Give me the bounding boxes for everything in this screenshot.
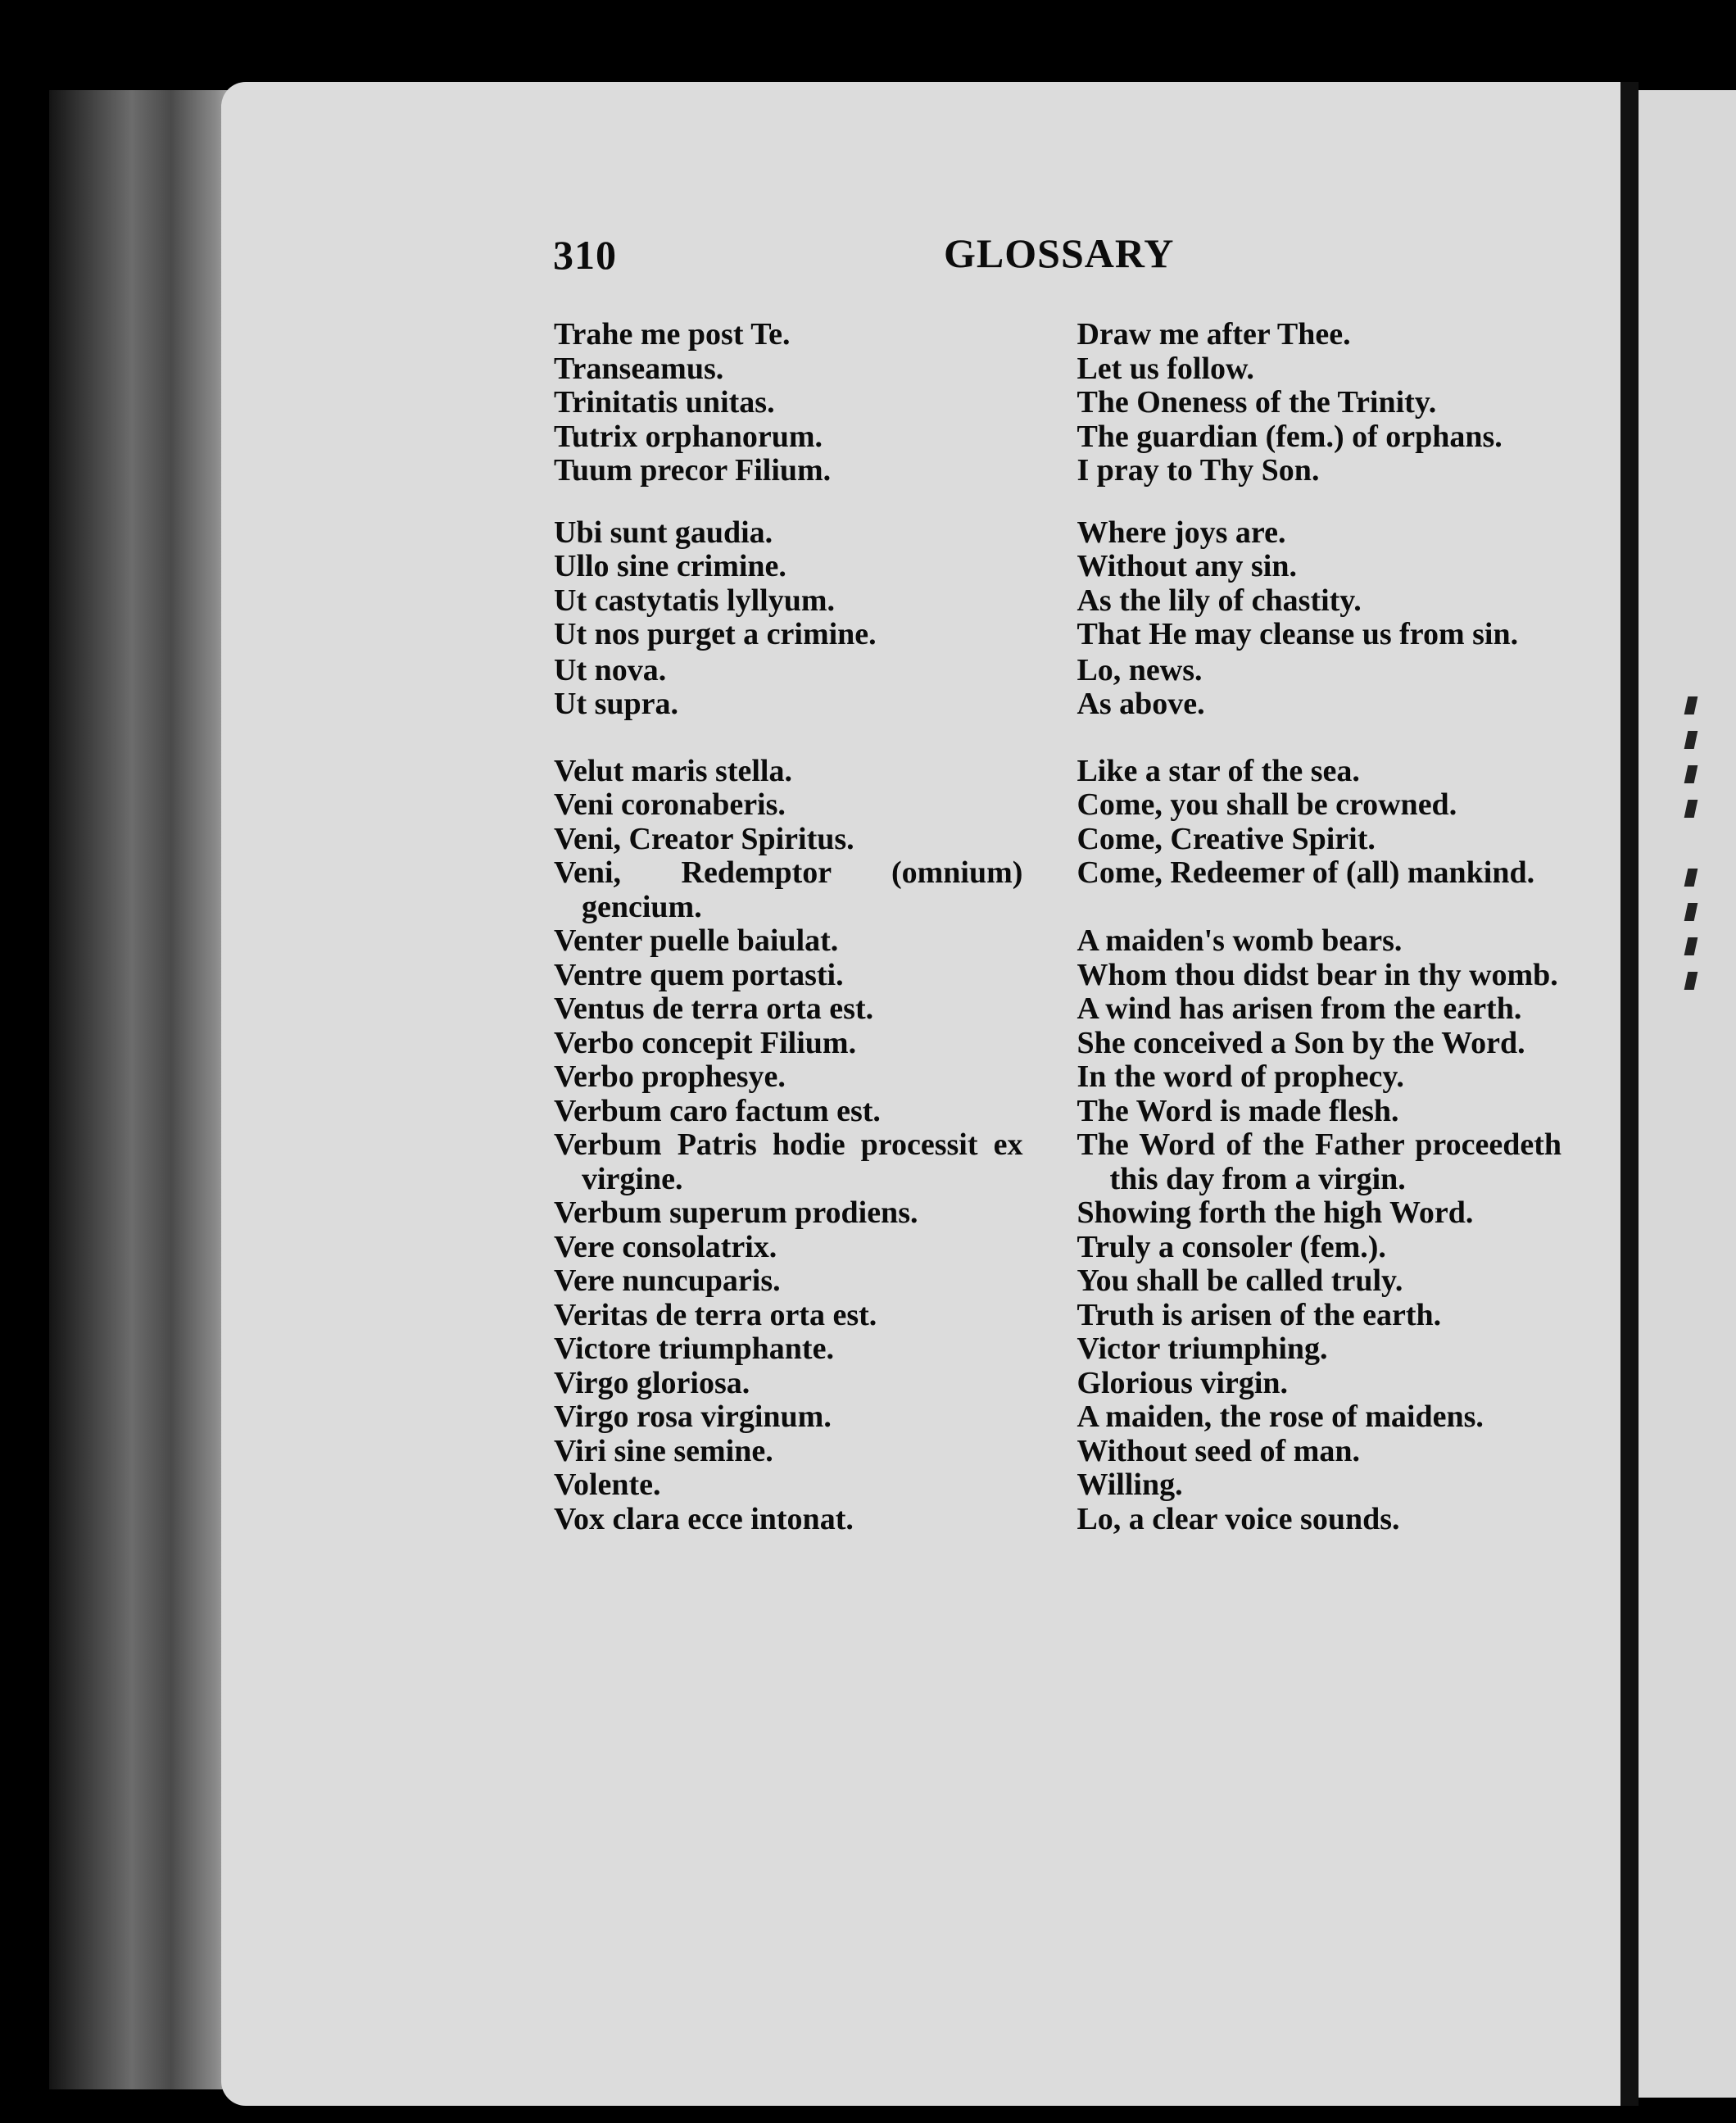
english-translation: You shall be called truly.: [1077, 1263, 1403, 1298]
glossary-entry: [554, 1095, 1561, 1129]
latin-phrase: Tuum precor Filium.: [554, 453, 832, 488]
english-translation: The Oneness of the Trinity.: [1077, 385, 1437, 420]
latin-phrase: Vere nuncuparis.: [554, 1263, 781, 1298]
glossary-entry: [554, 1264, 1561, 1299]
latin-phrase: Viri sine semine.: [554, 1433, 773, 1468]
latin-phrase: Ubi sunt gaudia.: [554, 515, 773, 550]
english-translation: A wind has arisen from the earth.: [1077, 991, 1522, 1026]
glossary-entry: [554, 1299, 1561, 1333]
page-title: GLOSSARY: [944, 230, 1175, 276]
glossary-entry: [554, 1332, 1561, 1367]
glossary-entry: [554, 420, 1561, 455]
english-translation: As the lily of chastity.: [1077, 583, 1362, 618]
glossary-entry: [554, 1231, 1561, 1265]
english-translation: Victor triumphing.: [1077, 1331, 1328, 1366]
english-translation: That He may cleanse us from sin.: [1077, 617, 1519, 651]
latin-phrase: Verbo concepit Filium.: [554, 1025, 857, 1060]
glossary-entry: [554, 1400, 1561, 1435]
latin-phrase: Ut nos purget a crimine.: [554, 617, 877, 651]
glossary-entry: [554, 788, 1561, 823]
glossary-entry: [554, 454, 1561, 488]
glossary-entry: [554, 755, 1561, 789]
latin-phrase: Veni coronaberis.: [554, 787, 786, 822]
latin-phrase: Verbo prophesye.: [554, 1059, 786, 1094]
latin-phrase: Vox clara ecce intonat.: [554, 1501, 854, 1536]
latin-phrase: Victore triumphante.: [554, 1331, 834, 1366]
glossary-entry: [554, 924, 1561, 959]
latin-phrase: Ut nova.: [554, 652, 667, 687]
glossary-entry: [554, 1367, 1561, 1401]
glossary-entry: [554, 1027, 1561, 1061]
english-translation: She conceived a Son by the Word.: [1077, 1025, 1525, 1060]
english-translation: Lo, news.: [1077, 652, 1203, 687]
glossary-entry: [554, 992, 1561, 1027]
english-translation: Come, Creative Spirit.: [1077, 821, 1376, 856]
latin-phrase: Ventre quem portasti.: [554, 957, 844, 992]
latin-phrase: Virgo gloriosa.: [554, 1365, 750, 1400]
glossary-entry: [554, 823, 1561, 857]
latin-phrase: Transeamus.: [554, 351, 724, 386]
english-translation: Lo, a clear voice sounds.: [1077, 1501, 1400, 1536]
latin-phrase: Trahe me post Te.: [554, 317, 791, 352]
latin-phrase: Veni, Creator Spiritus.: [554, 821, 854, 856]
latin-phrase: Virgo rosa virginum.: [554, 1399, 832, 1434]
glossary-entry: [554, 584, 1561, 619]
page-gutter: [1620, 82, 1639, 2106]
latin-phrase: Veni, Redemptor (omnium) gencium.: [554, 855, 1023, 924]
latin-phrase: Verbum superum prodiens.: [554, 1195, 918, 1230]
english-translation: Truly a consoler (fem.).: [1077, 1229, 1386, 1264]
english-translation: In the word of prophecy.: [1077, 1059, 1404, 1094]
glossary-entry: [554, 687, 1561, 722]
english-translation: Willing.: [1077, 1468, 1183, 1502]
english-translation: The guardian (fem.) of orphans.: [1077, 419, 1503, 454]
glossary-entry: [554, 959, 1561, 993]
english-translation: Let us follow.: [1077, 351, 1254, 386]
glossary-entry: [554, 1435, 1561, 1469]
latin-phrase: Ventus de terra orta est.: [554, 991, 874, 1026]
english-translation: Come, Redeemer of (all) mankind.: [1077, 855, 1535, 890]
glossary-entry: [554, 1128, 1561, 1196]
english-translation: Like a star of the sea.: [1077, 753, 1360, 788]
glossary-entry: [554, 618, 1561, 652]
glossary-entry: [554, 386, 1561, 420]
english-translation: Whom thou didst bear in thy womb.: [1077, 957, 1558, 992]
english-translation: Truth is arisen of the earth.: [1077, 1297, 1442, 1332]
english-translation: A maiden, the rose of maidens.: [1077, 1399, 1484, 1434]
latin-phrase: Ut supra.: [554, 687, 679, 721]
english-translation: I pray to Thy Son.: [1077, 453, 1320, 488]
english-translation: As above.: [1077, 687, 1205, 721]
english-translation: Showing forth the high Word.: [1077, 1195, 1474, 1230]
latin-phrase: Volente.: [554, 1468, 661, 1502]
book-spine-edge: [49, 90, 246, 2089]
glossary-list: [554, 318, 1561, 1536]
glossary-entry: [554, 654, 1561, 688]
english-translation: Without any sin.: [1077, 549, 1297, 583]
glossary-entry: [554, 1468, 1561, 1503]
latin-phrase: Venter puelle baiulat.: [554, 923, 839, 958]
glossary-entry: [554, 1060, 1561, 1095]
english-translation: A maiden's womb bears.: [1077, 923, 1403, 958]
latin-phrase: Trinitatis unitas.: [554, 385, 775, 420]
latin-phrase: Ut castytatis lyllyum.: [554, 583, 836, 618]
glossary-entry: [554, 550, 1561, 584]
english-translation: Glorious virgin.: [1077, 1365, 1289, 1400]
latin-phrase: Tutrix orphanorum.: [554, 419, 823, 454]
english-translation: Without seed of man.: [1077, 1433, 1360, 1468]
glossary-entry: [554, 516, 1561, 551]
facing-page-edge: [1639, 90, 1736, 2098]
english-translation: Come, you shall be crowned.: [1077, 787, 1457, 822]
page-number: 310: [553, 232, 617, 278]
english-translation: The Word of the Father proceedeth this day from a virgin.: [1077, 1127, 1561, 1196]
english-translation: The Word is made flesh.: [1077, 1093, 1399, 1128]
latin-phrase: Vere consolatrix.: [554, 1229, 777, 1264]
glossary-entry: [554, 1503, 1561, 1537]
latin-phrase: Verbum Patris hodie processit ex virgine.: [554, 1127, 1023, 1196]
latin-phrase: Ullo sine crimine.: [554, 549, 786, 583]
english-translation: Draw me after Thee.: [1077, 317, 1351, 352]
latin-phrase: Verbum caro factum est.: [554, 1093, 881, 1128]
glossary-entry: [554, 352, 1561, 387]
glossary-entry: [554, 856, 1561, 924]
english-translation: Where joys are.: [1077, 515, 1286, 550]
glossary-entry: [554, 1196, 1561, 1231]
latin-phrase: Veritas de terra orta est.: [554, 1297, 877, 1332]
glossary-entry: [554, 318, 1561, 352]
latin-phrase: Velut maris stella.: [554, 753, 792, 788]
